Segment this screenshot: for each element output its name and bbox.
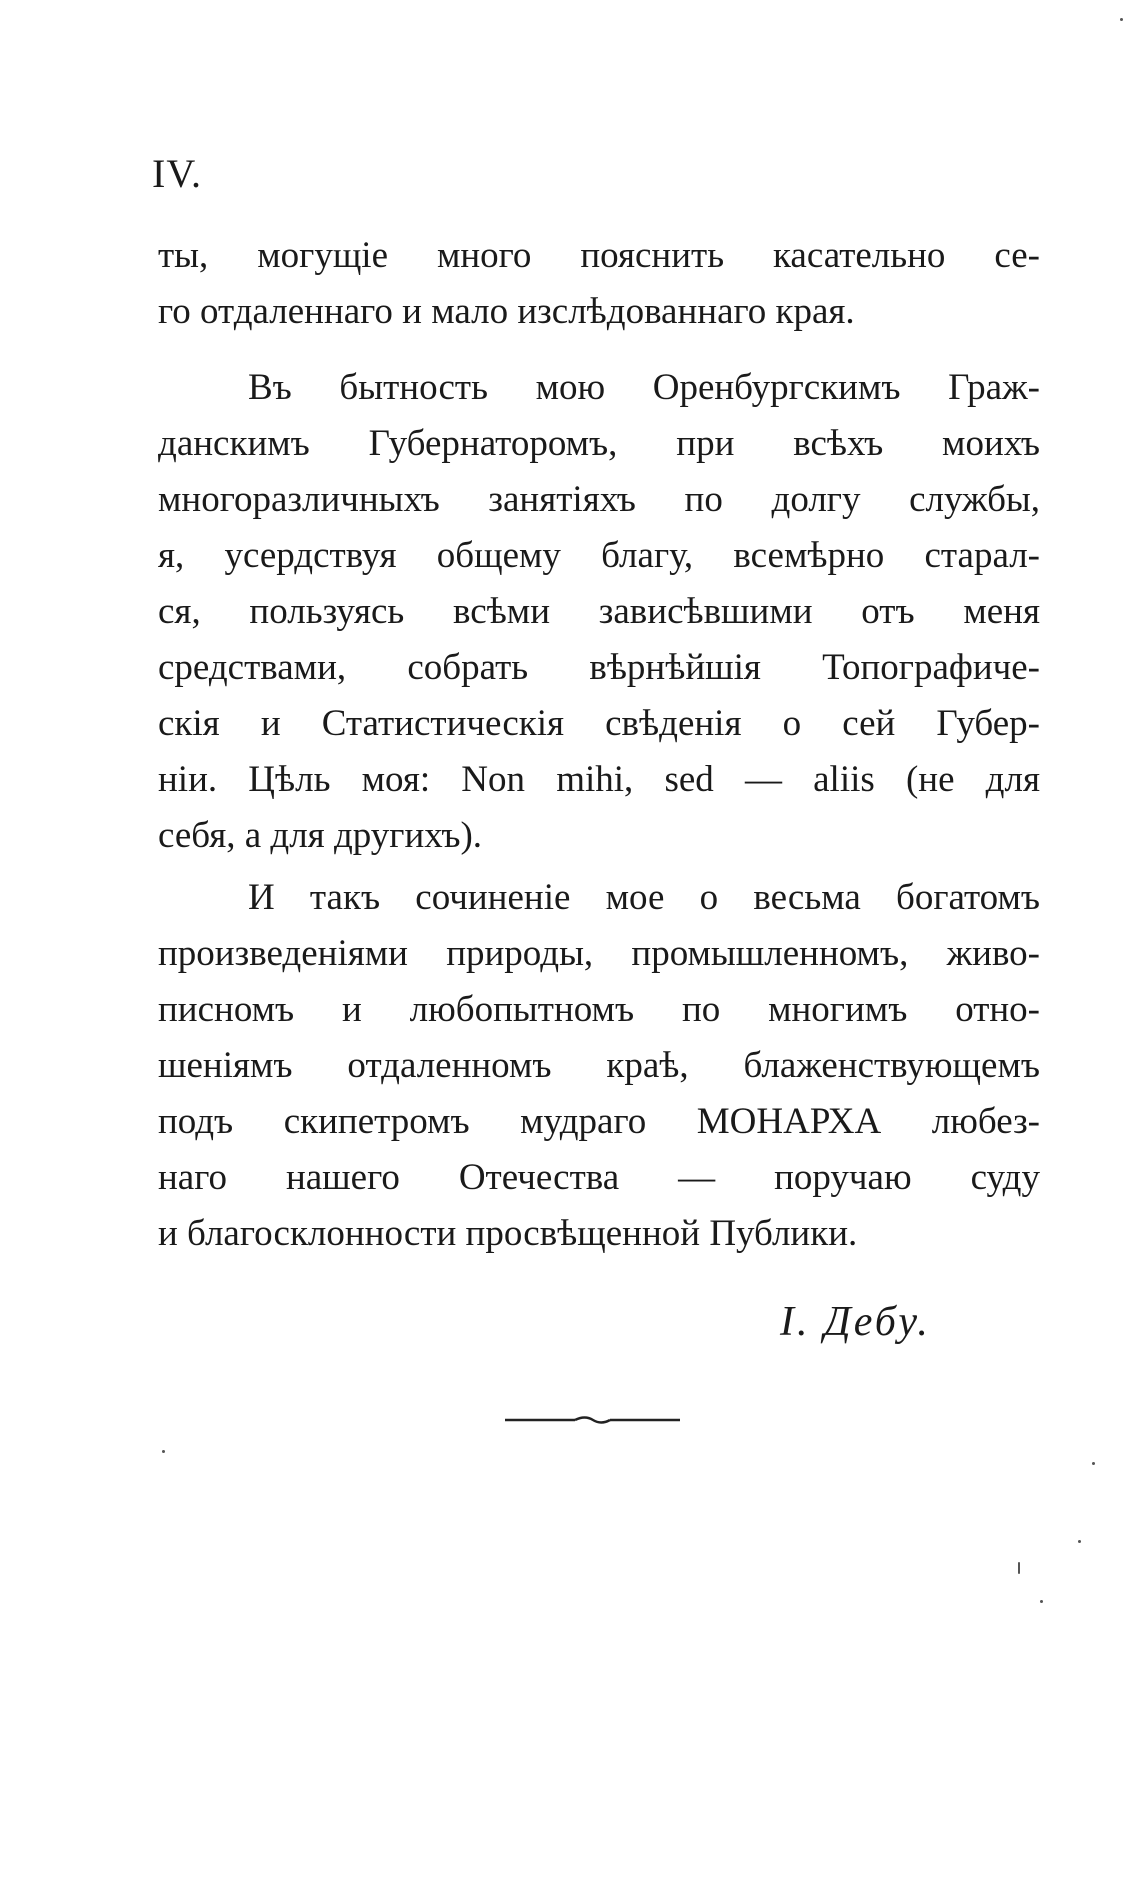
text-line: и благосклонности просвѣщенной Публики. (158, 1213, 858, 1254)
print-speck (1040, 1600, 1043, 1603)
print-speck (1018, 1562, 1020, 1574)
text-line: произведеніями природы, промышленномъ, живо- (158, 933, 1040, 974)
text-line: средствами, собрать вѣрнѣйшія Топографиче- (158, 647, 1040, 688)
text-line: писномъ и любопытномъ по многимъ отно- (158, 989, 1040, 1030)
text-line: данскимъ Губернаторомъ, при всѣхъ моихъ (158, 423, 1040, 464)
print-speck (1078, 1540, 1081, 1543)
text-line: себя, а для другихъ). (158, 815, 483, 856)
text-line: шеніямъ отдаленномъ краѣ, блаженствующемъ (158, 1045, 1040, 1086)
text-line: ніи. Цѣль моя: Non mihi, sed — aliis (не для (158, 759, 1040, 800)
page-number: IV. (152, 151, 203, 196)
text-line: ся, пользуясь всѣми зависѣвшими отъ меня (158, 591, 1040, 632)
text-line: скія и Статистическія свѣденія о сей Губер- (158, 703, 1040, 744)
ornament-divider (505, 1414, 680, 1426)
text-line: го отдаленнаго и мало изслѣдованнаго края. (158, 291, 855, 332)
text-line: наго нашего Отечества — поручаю суду (158, 1157, 1040, 1198)
text-line: многоразличныхъ занятіяхъ по долгу службы, (158, 479, 1040, 520)
text-line: ты, могущіе много пояснить касательно се- (158, 235, 1040, 276)
text-line: я, усердствуя общему благу, всемѣрно старал- (158, 535, 1040, 576)
print-speck (1092, 1462, 1095, 1465)
print-speck (1120, 18, 1123, 21)
paragraph-dedication (158, 870, 1040, 1262)
paragraph-continuation (158, 228, 1040, 340)
text-line: подъ скипетромъ мудраго МОНАРХА любез- (158, 1101, 1040, 1142)
print-speck (162, 1450, 165, 1453)
paragraph-governor (158, 360, 1040, 864)
text-line: Въ бытность мою Оренбургскимъ Граж- (248, 367, 1040, 408)
author-signature: I. Дебу. (780, 1299, 931, 1345)
text-line: И такъ сочиненіе мое о весьма богатомъ (248, 877, 1040, 918)
